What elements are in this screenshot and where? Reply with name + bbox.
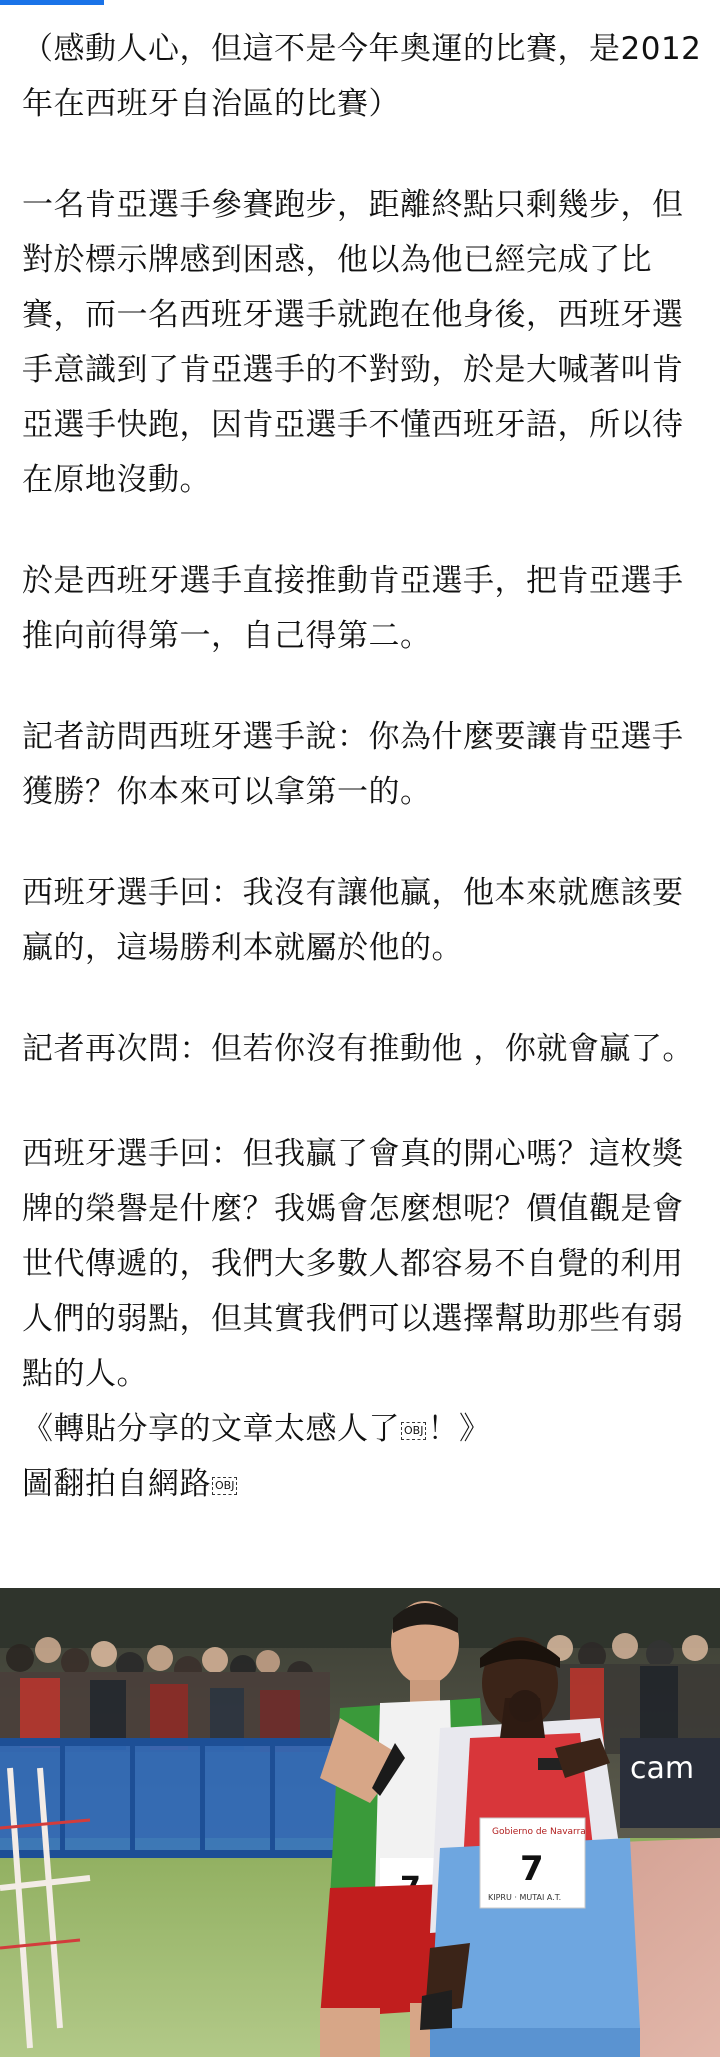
right-barrier: [620, 1738, 720, 1828]
race-photo[interactable]: [0, 1588, 720, 2057]
barrier-sign-text: cam: [630, 1751, 695, 1786]
article-paragraph-reporter-followup: 記者再次問：但若你沒有推動他 ，你就會贏了。: [22, 1031, 694, 1067]
article-paragraph-runner-answer: 西班牙選手回：我沒有讓他贏，他本來就應該要贏的，這場勝利本就屬於他的。: [22, 875, 684, 966]
blue-barrier: [0, 1738, 340, 1858]
article-paragraph-reporter-question: 記者訪問西班牙選手說：你為什麼要讓肯亞選手獲勝？你本來可以拿第一的。: [22, 719, 684, 810]
race-photo-image: [0, 1588, 720, 2057]
photo-credit-text: 圖翻拍自網路: [22, 1466, 211, 1502]
repost-note: [22, 1402, 702, 1457]
object-placeholder-icon: OBJ: [401, 1422, 426, 1440]
repost-note-text: 《轉貼分享的文章太感人了: [22, 1411, 400, 1447]
article-paragraph-push: 於是西班牙選手直接推動肯亞選手，把肯亞選手推向前得第一，自己得第二。: [22, 563, 684, 654]
runner-front-bib-name: KIPRU · MUTAI A.T.: [488, 1893, 562, 1902]
article-paragraph-intro: （感動人心，但這不是今年奧運的比賽，是2012年在西班牙自治區的比賽）: [22, 31, 702, 122]
article-body: [22, 22, 702, 1512]
runner-front-bib-number: 7: [520, 1849, 544, 1889]
object-placeholder-icon: OBJ: [212, 1477, 237, 1495]
runner-front-bib-caption: Gobierno de Navarra: [492, 1827, 586, 1837]
repost-note-end: ！》: [427, 1411, 491, 1447]
article-paragraph-story: 一名肯亞選手參賽跑步，距離終點只剩幾步，但對於標示牌感到困惑，他以為他已經完成了比賽，而一名西班牙選手就跑在他身後，西班牙選手意識到了肯亞選手的不對勁，於是大喊著叫肯亞選手快跑，因肯亞選手不懂西班牙語，所以待在原地沒動。: [22, 187, 684, 498]
scroll-position-indicator: [0, 0, 104, 5]
article-paragraph-runner-reply: 西班牙選手回：但我贏了會真的開心嗎？這枚獎牌的榮譽是什麼？我媽會怎麼想呢？價值觀是會世代傳遞的，我們大多數人都容易不自覺的利用人們的弱點，但其實我們可以選擇幫助那些有弱點的人。: [22, 1136, 684, 1392]
photo-credit: [22, 1457, 702, 1512]
